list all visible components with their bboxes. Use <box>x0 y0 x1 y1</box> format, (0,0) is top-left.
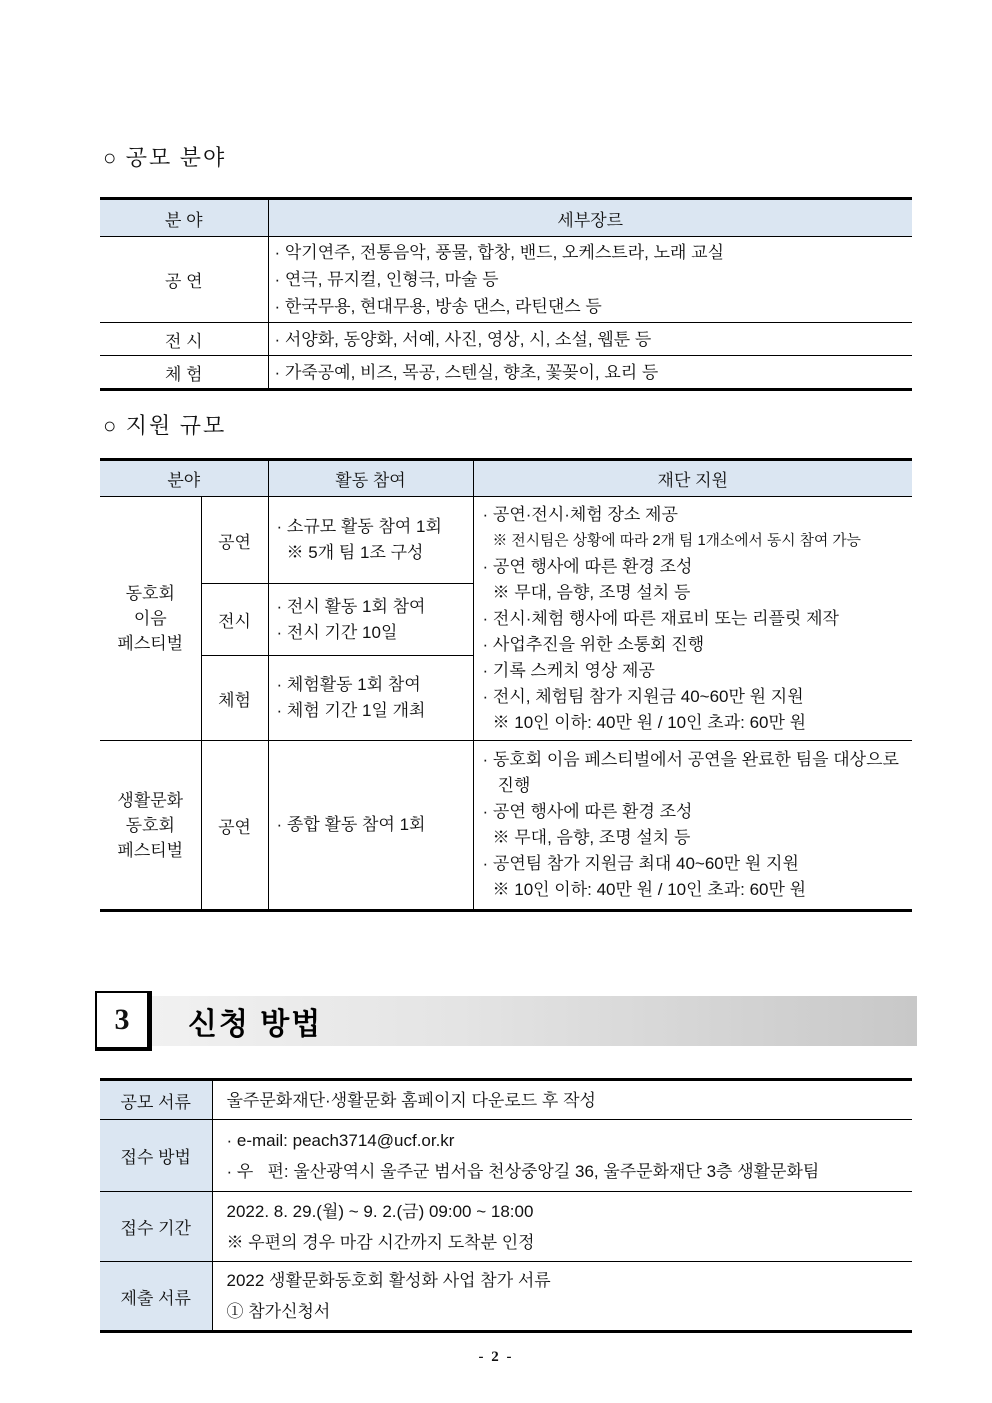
heading-support-scale: ○ 지원 규모 <box>103 413 227 438</box>
table-row-submission-method <box>100 1120 912 1192</box>
group-label-saenghwal-festival <box>100 741 201 911</box>
genre-cell <box>268 356 912 390</box>
value-line: 2022. 8. 29.(월) ~ 9. 2.(금) 09:00 ~ 18:00 <box>226 1201 534 1221</box>
activity-note-line: ※ 5개 팀 1조 구성 <box>286 543 424 562</box>
activity-cell <box>268 741 473 911</box>
table-row-documents <box>100 1080 912 1120</box>
value-line: ① 참가신청서 <box>226 1302 331 1321</box>
row-value <box>212 1120 912 1192</box>
genre-line: · 악기연주, 전통음악, 풍물, 합창, 밴드, 오케스트라, 노래 교실 <box>274 243 724 262</box>
group-label-line: 이음 <box>133 609 167 628</box>
section-title-bar <box>152 996 917 1046</box>
table-row-experience <box>100 356 912 390</box>
activity-cell <box>268 497 473 584</box>
category-cell: 전 시 <box>100 323 268 356</box>
table-row-performance <box>100 237 912 323</box>
group-label-line: 페스티벌 <box>117 840 184 860</box>
activity-line: · 체험활동 1회 참여 <box>276 675 421 694</box>
support-line: · 전시·체험 행사에 따른 재료비 또는 리플릿 제작 <box>482 608 839 628</box>
table-row-saenghwal-festival <box>100 741 912 911</box>
subcategory-cell: 공연 <box>201 497 268 584</box>
support-line: · 사업추진을 위한 소통회 진행 <box>482 634 705 654</box>
support-table-header-row <box>100 460 912 497</box>
genre-line: · 서양화, 동양화, 서예, 사진, 영상, 시, 소설, 웹툰 등 <box>274 329 652 349</box>
section-number-box: 3 <box>95 991 152 1051</box>
value-line: ※ 우편의 경우 마감 시간까지 도착분 인정 <box>226 1232 535 1252</box>
foundation-support-cell <box>473 497 912 741</box>
group-label-line: 동호회 <box>125 815 175 835</box>
value-line: · 우 편: 울산광역시 울주군 범서읍 천상중앙길 36, 울주문화재단 3층 생활문화팀 <box>226 1161 820 1181</box>
activity-line: · 소규모 활동 참여 1회 <box>276 517 442 536</box>
support-line: · 동호회 이음 페스티벌에서 공연을 완료한 팀을 대상으로 진행 <box>482 750 904 795</box>
group-label-ieum-festival <box>100 497 201 741</box>
support-header-foundation: 재단 지원 <box>473 460 912 497</box>
support-note-line: ※ 10인 이하: 40만 원 / 10인 초과: 60만 원 <box>492 712 807 732</box>
genre-line: · 가죽공예, 비즈, 목공, 스텐실, 향초, 꽃꽂이, 요리 등 <box>274 362 659 382</box>
row-label: 접수 기간 <box>100 1192 212 1262</box>
page-number: - 2 - <box>478 1349 514 1365</box>
section-3-header <box>95 990 917 1052</box>
activity-cell <box>268 656 473 741</box>
support-line: · 기록 스케치 영상 제공 <box>482 660 655 680</box>
row-label: 제출 서류 <box>100 1262 212 1332</box>
support-note-line: ※ 무대, 음향, 조명 설치 등 <box>492 582 691 602</box>
value-line: · e-mail: peach3714@ucf.or.kr <box>226 1130 455 1150</box>
group-label-line: 생활문화 <box>117 790 184 810</box>
table-row-submission-period <box>100 1192 912 1262</box>
foundation-support-cell <box>473 741 912 911</box>
support-scale-table <box>100 458 912 912</box>
support-note-line: ※ 10인 이하: 40만 원 / 10인 초과: 60만 원 <box>492 880 807 899</box>
support-line: · 공연·전시·체험 장소 제공 <box>482 504 678 524</box>
support-note-line: ※ 무대, 음향, 조명 설치 등 <box>492 828 691 847</box>
genre-cell <box>268 237 912 323</box>
section-title: 신청 방법 <box>188 1008 323 1041</box>
support-line: · 공연 행사에 따른 환경 조성 <box>482 556 693 576</box>
activity-cell <box>268 584 473 656</box>
group-label-line: 동호회 <box>125 584 175 603</box>
subcategory-cell: 전시 <box>201 584 268 656</box>
support-header-field: 분야 <box>100 460 268 497</box>
support-line: · 전시, 체험팀 참가 지원금 40~60만 원 지원 <box>482 686 804 706</box>
table-row-ieum-performance <box>100 497 912 584</box>
activity-line: · 전시 기간 10일 <box>276 622 398 642</box>
field-header-category: 분 야 <box>100 199 268 237</box>
genre-line: · 한국무용, 현대무용, 방송 댄스, 라틴댄스 등 <box>274 297 602 316</box>
table-row-exhibition <box>100 323 912 356</box>
subcategory-cell: 공연 <box>201 741 268 911</box>
category-cell: 공 연 <box>100 237 268 323</box>
row-value <box>212 1262 912 1332</box>
support-line: · 공연 행사에 따른 환경 조성 <box>482 802 693 821</box>
row-label: 접수 방법 <box>100 1120 212 1192</box>
support-line: · 공연팀 참가 지원금 최대 40~60만 원 지원 <box>482 854 799 873</box>
field-table-header-row <box>100 199 912 237</box>
row-value <box>212 1192 912 1262</box>
value-line: 울주문화재단·생활문화 홈페이지 다운로드 후 작성 <box>226 1090 596 1110</box>
genre-cell <box>268 323 912 356</box>
support-header-activity: 활동 참여 <box>268 460 473 497</box>
application-field-table <box>100 197 912 391</box>
heading-application-field: ○ 공모 분야 <box>103 145 227 170</box>
support-note-line: ※ 전시팀은 상황에 따라 2개 팀 1개소에서 동시 참여 가능 <box>492 532 861 549</box>
row-value <box>212 1080 912 1120</box>
application-method-table <box>100 1078 912 1333</box>
category-cell: 체 험 <box>100 356 268 390</box>
activity-line: · 체험 기간 1일 개최 <box>276 701 426 720</box>
value-line: 2022 생활문화동호회 활성화 사업 참가 서류 <box>226 1271 551 1290</box>
row-label: 공모 서류 <box>100 1080 212 1120</box>
table-row-required-documents <box>100 1262 912 1332</box>
genre-line: · 연극, 뮤지컬, 인형극, 마술 등 <box>274 270 499 289</box>
activity-line: · 전시 활동 1회 참여 <box>276 596 426 616</box>
activity-line: · 종합 활동 참여 1회 <box>276 815 426 834</box>
field-header-genre: 세부장르 <box>268 199 912 237</box>
group-label-line: 페스티벌 <box>117 634 184 653</box>
subcategory-cell: 체험 <box>201 656 268 741</box>
